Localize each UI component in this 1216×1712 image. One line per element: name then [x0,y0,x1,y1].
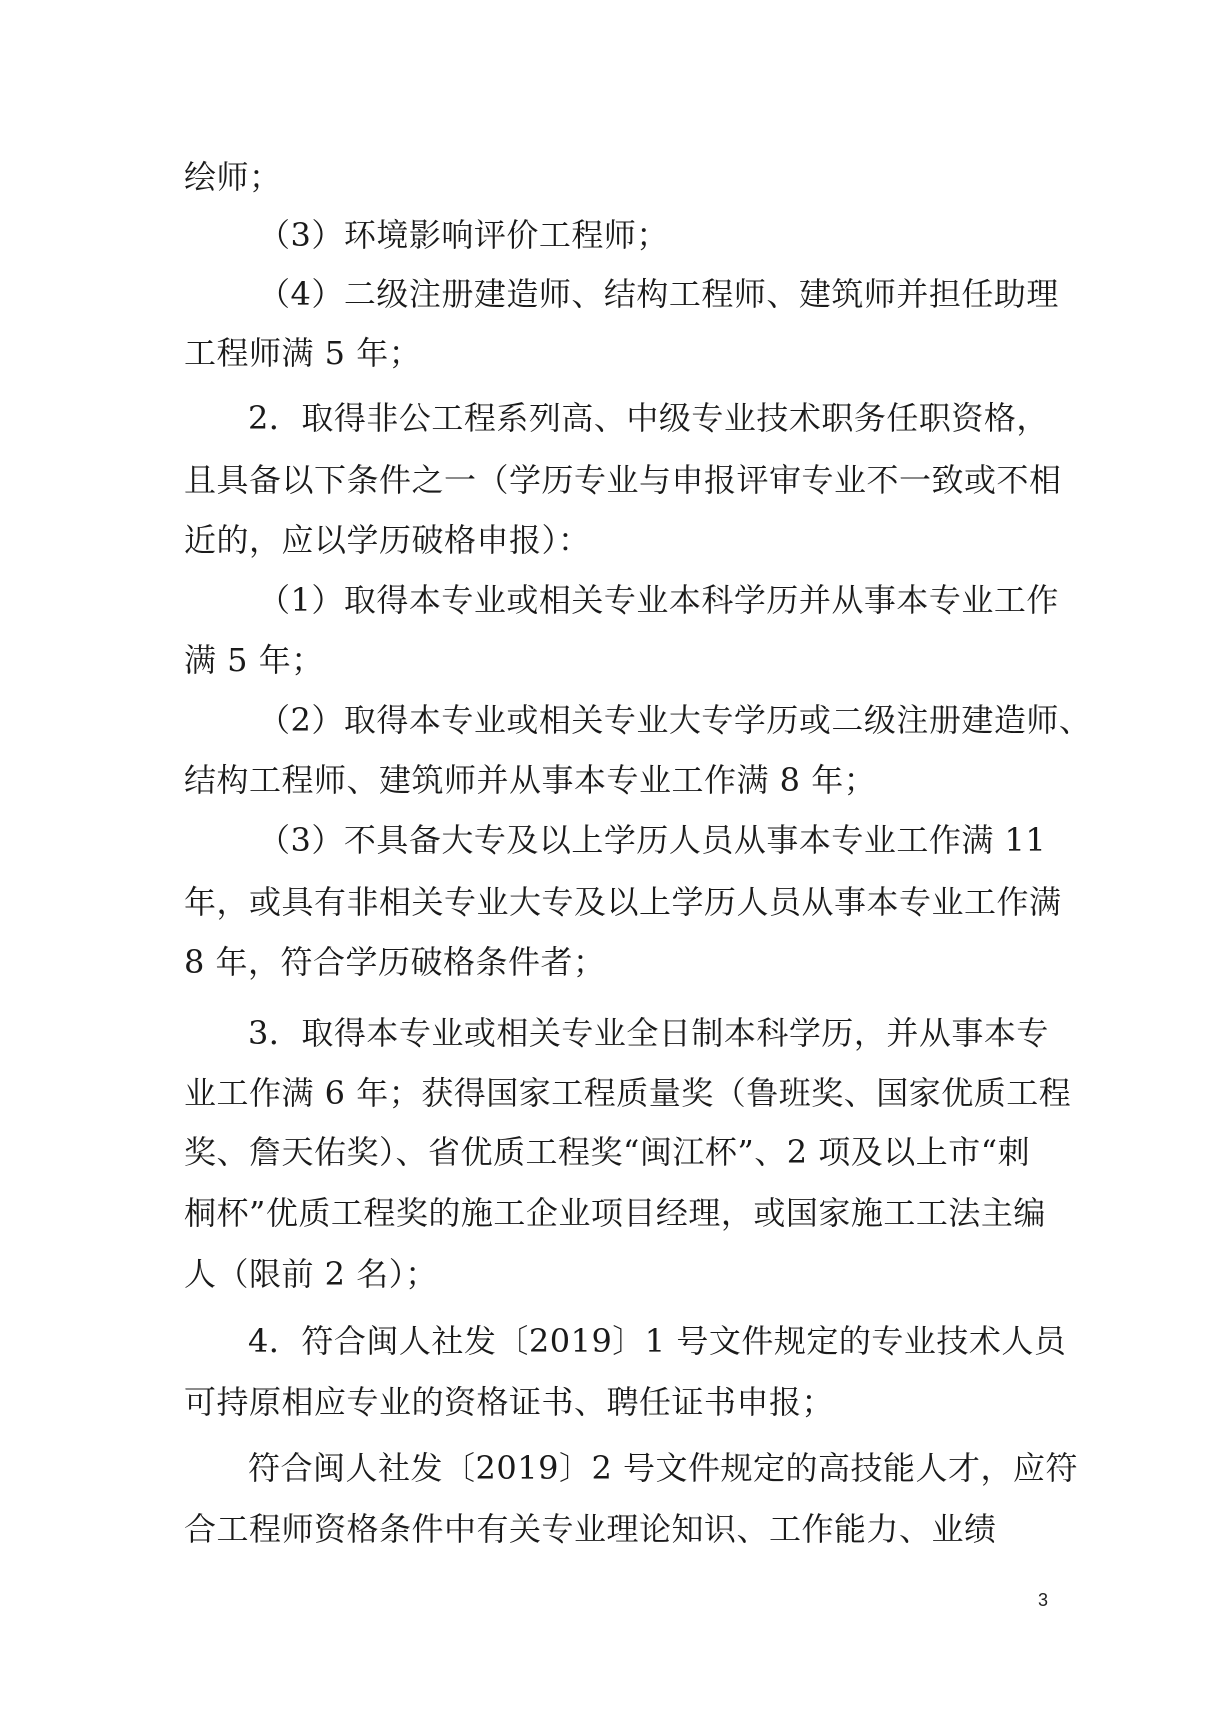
line-text: 业工作满 6 年；获得国家工程质量奖（鲁班奖、国家优质工程 [184,1074,1072,1112]
line-text: （3）环境影响评价工程师； [258,216,669,254]
line-text: 4．符合闽人社发〔2019〕1 号文件规定的专业技术人员 [248,1322,1067,1360]
line-text: 符合闽人社发〔2019〕2 号文件规定的高技能人才，应符 [248,1449,1078,1487]
text-line [0,630,1216,690]
line-text: 满 5 年； [184,641,324,679]
text-line [0,1063,1216,1123]
line-text: 2．取得非公工程系列高、中级专业技术职务任职资格， [248,399,1049,437]
text-line [0,750,1216,810]
line-text: 结构工程师、建筑师并从事本专业工作满 8 年； [184,761,877,799]
text-line [0,1372,1216,1432]
page-number: 3 [1038,1590,1049,1610]
text-line [0,1003,1216,1063]
line-text: 合工程师资格条件中有关专业理论知识、工作能力、业绩 [184,1510,997,1548]
text-line [0,1311,1216,1371]
text-line [0,1122,1216,1182]
line-text: 人（限前 2 名）； [184,1255,438,1293]
text-line [0,810,1216,870]
line-text: 可持原相应专业的资格证书、聘任证书申报； [184,1383,835,1421]
line-text: （1）取得本专业或相关专业本科学历并从事本专业工作 [258,581,1059,619]
line-text: 桐杯”优质工程奖的施工企业项目经理，或国家施工工法主编 [184,1194,1046,1232]
line-text: （4）二级注册建造师、结构工程师、建筑师并担任助理 [258,275,1059,313]
line-text: 奖、詹天佑奖）、省优质工程奖“闽江杯”、2 项及以上市“刺 [184,1133,1031,1171]
line-text: 且具备以下条件之一（学历专业与申报评审专业不一致或不相 [184,461,1062,499]
text-line [0,147,1216,207]
line-text: （2）取得本专业或相关专业大专学历或二级注册建造师、 [258,701,1092,739]
text-line [0,872,1216,932]
text-line [0,1244,1216,1304]
line-text: 绘师； [184,158,282,196]
text-line [0,510,1216,570]
text-line [0,570,1216,630]
line-text: 近的，应以学历破格申报）： [184,521,591,559]
line-text: （3）不具备大专及以上学历人员从事本专业工作满 11 [258,821,1047,859]
text-line [0,323,1216,383]
line-text: 8 年，符合学历破格条件者； [184,943,606,981]
text-line [0,264,1216,324]
text-line [0,690,1216,750]
text-line [0,205,1216,265]
text-line [0,1499,1216,1559]
text-line [0,1438,1216,1498]
line-text: 3．取得本专业或相关专业全日制本科学历，并从事本专 [248,1014,1049,1052]
text-line [0,932,1216,992]
text-line [0,1183,1216,1243]
line-text: 工程师满 5 年； [184,334,422,372]
text-line [0,450,1216,510]
text-line [0,388,1216,448]
line-text: 年，或具有非相关专业大专及以上学历人员从事本专业工作满 [184,883,1062,921]
